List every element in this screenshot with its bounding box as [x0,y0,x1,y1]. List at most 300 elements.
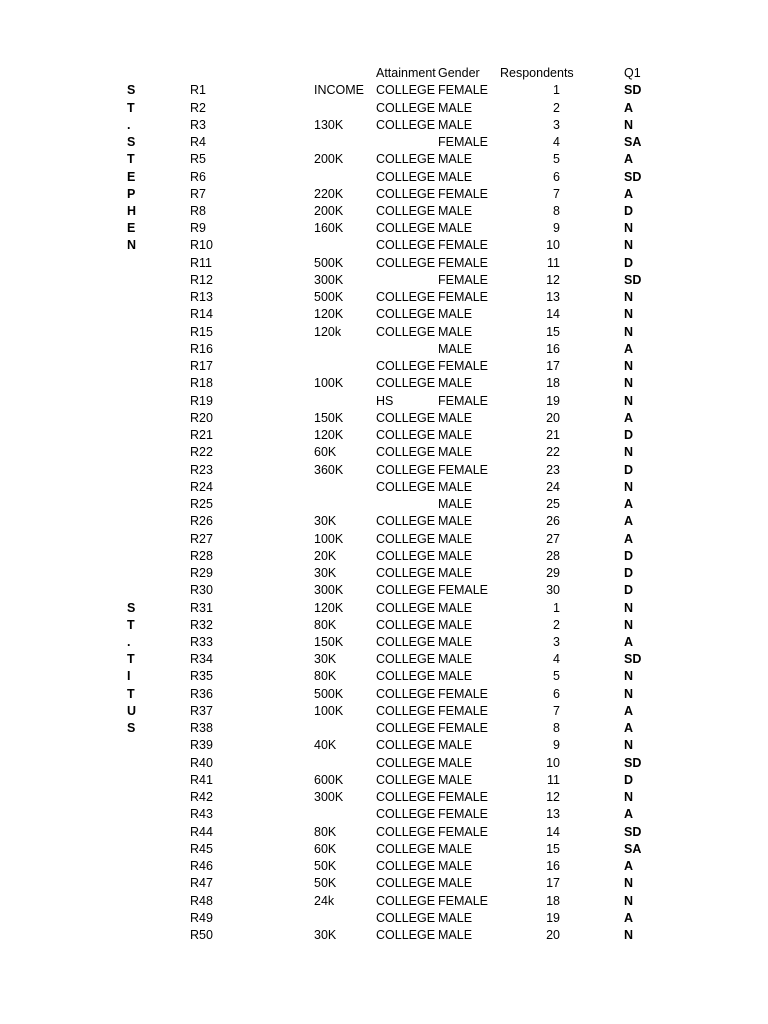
q1-cell[interactable]: D [624,428,634,443]
q1-cell[interactable]: D [624,462,634,477]
row-id-cell[interactable]: R16 [190,341,213,356]
gender-cell[interactable]: MALE [438,497,473,512]
q1-cell[interactable]: A [624,152,634,167]
gender-cell[interactable]: MALE [438,652,473,667]
respondent-cell[interactable]: 2 [553,100,560,115]
respondent-cell[interactable]: 20 [546,928,560,943]
respondent-cell[interactable]: 14 [546,307,560,322]
row-id-cell[interactable]: R11 [190,255,213,270]
respondent-cell[interactable]: 19 [546,393,560,408]
attainment-cell[interactable]: COLLEGE [376,117,436,132]
q1-cell[interactable]: N [624,238,634,253]
row-id-cell[interactable]: R19 [190,393,213,408]
income-cell[interactable]: 50K [314,859,337,874]
q1-cell[interactable]: N [624,307,634,322]
attainment-cell[interactable]: COLLEGE [376,583,436,598]
income-cell[interactable]: 30K [314,566,337,581]
income-cell[interactable]: 80K [314,617,337,632]
gender-cell[interactable]: MALE [438,910,473,925]
q1-cell[interactable]: N [624,600,634,615]
respondent-cell[interactable]: 23 [546,462,560,477]
respondent-cell[interactable]: 8 [553,203,560,218]
q1-cell[interactable]: N [624,669,634,684]
row-id-cell[interactable]: R36 [190,686,213,701]
header-attainment[interactable]: Attainment [376,66,436,80]
row-id-cell[interactable]: R50 [190,928,213,943]
income-cell[interactable]: 200K [314,152,344,167]
row-id-cell[interactable]: R34 [190,652,213,667]
row-id-cell[interactable]: R1 [190,83,206,98]
income-cell[interactable]: 200K [314,203,344,218]
respondent-cell[interactable]: 18 [546,376,560,391]
q1-cell[interactable]: N [624,221,634,236]
q1-cell[interactable]: N [624,376,634,391]
respondent-cell[interactable]: 11 [547,772,560,787]
school-letter-cell[interactable]: S [127,721,136,736]
attainment-cell[interactable]: COLLEGE [376,548,436,563]
income-cell[interactable]: 30K [314,652,337,667]
gender-cell[interactable]: MALE [438,100,473,115]
row-id-cell[interactable]: R13 [190,290,213,305]
income-cell[interactable]: 60K [314,841,337,856]
respondent-cell[interactable]: 6 [553,686,560,701]
attainment-cell[interactable]: COLLEGE [376,841,436,856]
row-id-cell[interactable]: R30 [190,583,213,598]
row-id-cell[interactable]: R8 [190,203,206,218]
respondent-cell[interactable]: 25 [546,497,560,512]
gender-cell[interactable]: MALE [438,634,473,649]
attainment-cell[interactable]: COLLEGE [376,600,436,615]
row-id-cell[interactable]: R20 [190,410,213,425]
attainment-cell[interactable]: COLLEGE [376,238,436,253]
gender-cell[interactable]: FEMALE [438,359,489,374]
gender-cell[interactable]: FEMALE [438,135,489,150]
q1-cell[interactable]: D [624,772,634,787]
gender-cell[interactable]: FEMALE [438,186,489,201]
respondent-cell[interactable]: 19 [546,910,560,925]
row-id-cell[interactable]: R18 [190,376,213,391]
q1-cell[interactable]: D [624,255,634,270]
income-cell[interactable]: 24k [314,893,335,908]
attainment-cell[interactable]: HS [376,393,394,408]
attainment-cell[interactable]: COLLEGE [376,703,436,718]
gender-cell[interactable]: MALE [438,617,473,632]
attainment-cell[interactable]: COLLEGE [376,376,436,391]
income-cell[interactable]: 120K [314,428,344,443]
attainment-cell[interactable]: COLLEGE [376,307,436,322]
respondent-cell[interactable]: 13 [546,807,560,822]
attainment-cell[interactable]: COLLEGE [376,566,436,581]
attainment-cell[interactable]: COLLEGE [376,359,436,374]
school-letter-cell[interactable]: E [127,221,136,236]
school-letter-cell[interactable]: T [127,652,135,667]
gender-cell[interactable]: MALE [438,410,473,425]
row-id-cell[interactable]: R49 [190,910,213,925]
gender-cell[interactable]: MALE [438,169,473,184]
respondent-cell[interactable]: 12 [546,272,560,287]
attainment-cell[interactable]: COLLEGE [376,669,436,684]
gender-cell[interactable]: FEMALE [438,686,489,701]
respondent-cell[interactable]: 7 [553,703,560,718]
income-cell[interactable]: 20K [314,548,337,563]
gender-cell[interactable]: MALE [438,928,473,943]
gender-cell[interactable]: MALE [438,566,473,581]
income-cell[interactable]: 600K [314,772,344,787]
header-q1[interactable]: Q1 [624,66,641,80]
row-id-cell[interactable]: R14 [190,307,213,322]
income-cell[interactable]: 500K [314,686,344,701]
row-id-cell[interactable]: R25 [190,497,213,512]
row-id-cell[interactable]: R43 [190,807,213,822]
gender-cell[interactable]: MALE [438,772,473,787]
school-letter-cell[interactable]: . [127,117,131,132]
q1-cell[interactable]: N [624,117,634,132]
income-cell[interactable]: 60K [314,445,337,460]
row-id-cell[interactable]: R5 [190,152,206,167]
row-id-cell[interactable]: R10 [190,238,213,253]
q1-cell[interactable]: N [624,324,634,339]
respondent-cell[interactable]: 10 [546,238,560,253]
school-letter-cell[interactable]: T [127,100,135,115]
gender-cell[interactable]: MALE [438,221,473,236]
respondent-cell[interactable]: 27 [546,531,560,546]
income-cell[interactable]: 150K [314,410,344,425]
q1-cell[interactable]: N [624,290,634,305]
header-respondents[interactable]: Respondents [500,66,574,80]
respondent-cell[interactable]: 29 [546,566,560,581]
gender-cell[interactable]: MALE [438,307,473,322]
row-id-cell[interactable]: R48 [190,893,213,908]
gender-cell[interactable]: MALE [438,203,473,218]
attainment-cell[interactable]: COLLEGE [376,531,436,546]
q1-cell[interactable]: A [624,514,634,529]
respondent-cell[interactable]: 4 [553,652,560,667]
row-id-cell[interactable]: R39 [190,738,213,753]
attainment-cell[interactable]: COLLEGE [376,428,436,443]
q1-cell[interactable]: SD [624,824,642,839]
gender-cell[interactable]: FEMALE [438,83,489,98]
gender-cell[interactable]: MALE [438,428,473,443]
school-letter-cell[interactable]: I [127,669,131,684]
respondent-cell[interactable]: 17 [546,359,560,374]
respondent-cell[interactable]: 3 [553,117,560,132]
row-id-cell[interactable]: R44 [190,824,213,839]
income-cell[interactable]: 40K [314,738,337,753]
attainment-cell[interactable]: COLLEGE [376,255,436,270]
row-id-cell[interactable]: R41 [190,772,213,787]
respondent-cell[interactable]: 18 [546,893,560,908]
gender-cell[interactable]: FEMALE [438,393,489,408]
attainment-cell[interactable]: COLLEGE [376,721,436,736]
respondent-cell[interactable]: 20 [546,410,560,425]
attainment-cell[interactable]: COLLEGE [376,410,436,425]
attainment-cell[interactable]: COLLEGE [376,324,436,339]
respondent-cell[interactable]: 13 [546,290,560,305]
income-cell[interactable]: 360K [314,462,344,477]
attainment-cell[interactable]: COLLEGE [376,755,436,770]
respondent-cell[interactable]: 11 [547,255,560,270]
gender-cell[interactable]: MALE [438,152,473,167]
respondent-cell[interactable]: 12 [546,790,560,805]
income-cell[interactable]: 30K [314,514,337,529]
row-id-cell[interactable]: R42 [190,790,213,805]
row-id-cell[interactable]: R47 [190,876,213,891]
gender-cell[interactable]: MALE [438,445,473,460]
income-cell[interactable]: 150K [314,634,344,649]
respondent-cell[interactable]: 16 [546,859,560,874]
respondent-cell[interactable]: 22 [546,445,560,460]
income-cell[interactable]: 500K [314,255,344,270]
q1-cell[interactable]: D [624,203,634,218]
income-cell[interactable]: 160K [314,221,344,236]
attainment-cell[interactable]: COLLEGE [376,290,436,305]
income-cell[interactable]: 80K [314,824,337,839]
q1-cell[interactable]: N [624,445,634,460]
income-cell[interactable]: 300K [314,583,344,598]
gender-cell[interactable]: MALE [438,755,473,770]
respondent-cell[interactable]: 2 [553,617,560,632]
income-cell[interactable]: 300K [314,272,344,287]
school-letter-cell[interactable]: T [127,686,135,701]
q1-cell[interactable]: A [624,634,634,649]
gender-cell[interactable]: FEMALE [438,807,489,822]
respondent-cell[interactable]: 16 [546,341,560,356]
q1-cell[interactable]: A [624,859,634,874]
school-letter-cell[interactable]: T [127,152,135,167]
school-letter-cell[interactable]: S [127,600,136,615]
attainment-cell[interactable]: COLLEGE [376,738,436,753]
gender-cell[interactable]: MALE [438,341,473,356]
row-id-cell[interactable]: R35 [190,669,213,684]
income-cell[interactable]: 220K [314,186,344,201]
attainment-cell[interactable]: COLLEGE [376,152,436,167]
q1-cell[interactable]: N [624,479,634,494]
row-id-cell[interactable]: R12 [190,272,213,287]
row-id-cell[interactable]: R27 [190,531,213,546]
q1-cell[interactable]: SD [624,652,642,667]
attainment-cell[interactable]: COLLEGE [376,910,436,925]
attainment-cell[interactable]: COLLEGE [376,807,436,822]
attainment-cell[interactable]: COLLEGE [376,928,436,943]
respondent-cell[interactable]: 9 [553,221,560,236]
respondent-cell[interactable]: 26 [546,514,560,529]
income-cell[interactable]: 120k [314,324,342,339]
income-cell[interactable]: 100K [314,531,344,546]
gender-cell[interactable]: MALE [438,738,473,753]
gender-cell[interactable]: MALE [438,859,473,874]
attainment-cell[interactable]: COLLEGE [376,462,436,477]
school-letter-cell[interactable]: E [127,169,136,184]
q1-cell[interactable]: N [624,359,634,374]
row-id-cell[interactable]: R29 [190,566,213,581]
income-cell[interactable]: 50K [314,876,337,891]
respondent-cell[interactable]: 21 [546,428,560,443]
respondent-cell[interactable]: 14 [546,824,560,839]
row-id-cell[interactable]: R26 [190,514,213,529]
gender-cell[interactable]: MALE [438,479,473,494]
q1-cell[interactable]: N [624,393,634,408]
gender-cell[interactable]: FEMALE [438,272,489,287]
q1-cell[interactable]: A [624,100,634,115]
attainment-cell[interactable]: COLLEGE [376,514,436,529]
school-letter-cell[interactable]: S [127,135,136,150]
respondent-cell[interactable]: 1 [553,600,560,615]
q1-cell[interactable]: D [624,566,634,581]
attainment-cell[interactable]: COLLEGE [376,824,436,839]
respondent-cell[interactable]: 4 [553,135,560,150]
header-gender[interactable]: Gender [438,66,480,80]
respondent-cell[interactable]: 30 [546,583,560,598]
q1-cell[interactable]: D [624,583,634,598]
attainment-cell[interactable]: COLLEGE [376,686,436,701]
row-id-cell[interactable]: R21 [190,428,213,443]
q1-cell[interactable]: N [624,893,634,908]
respondent-cell[interactable]: 28 [546,548,560,563]
q1-cell[interactable]: N [624,928,634,943]
row-id-cell[interactable]: R15 [190,324,213,339]
q1-cell[interactable]: N [624,738,634,753]
respondent-cell[interactable]: 6 [553,169,560,184]
row-id-cell[interactable]: R3 [190,117,206,132]
attainment-cell[interactable]: COLLEGE [376,790,436,805]
row-id-cell[interactable]: R38 [190,721,213,736]
row-id-cell[interactable]: R22 [190,445,213,460]
gender-cell[interactable]: FEMALE [438,583,489,598]
respondent-cell[interactable]: 15 [546,324,560,339]
gender-cell[interactable]: MALE [438,600,473,615]
q1-cell[interactable]: SD [624,83,642,98]
gender-cell[interactable]: MALE [438,117,473,132]
q1-cell[interactable]: A [624,410,634,425]
gender-cell[interactable]: FEMALE [438,893,489,908]
attainment-cell[interactable]: COLLEGE [376,83,436,98]
respondent-cell[interactable]: 10 [546,755,560,770]
q1-cell[interactable]: SD [624,755,642,770]
q1-cell[interactable]: A [624,531,634,546]
respondent-cell[interactable]: 1 [553,83,560,98]
school-letter-cell[interactable]: T [127,617,135,632]
income-cell[interactable]: 80K [314,669,337,684]
q1-cell[interactable]: A [624,703,634,718]
gender-cell[interactable]: FEMALE [438,238,489,253]
q1-cell[interactable]: N [624,876,634,891]
school-letter-cell[interactable]: . [127,634,131,649]
q1-cell[interactable]: N [624,686,634,701]
row-id-cell[interactable]: R46 [190,859,213,874]
respondent-cell[interactable]: 24 [546,479,560,494]
income-cell[interactable]: 100K [314,376,344,391]
gender-cell[interactable]: FEMALE [438,721,489,736]
income-cell[interactable]: 30K [314,928,337,943]
respondent-cell[interactable]: 8 [553,721,560,736]
gender-cell[interactable]: FEMALE [438,290,489,305]
row-id-cell[interactable]: R17 [190,359,213,374]
q1-cell[interactable]: N [624,790,634,805]
q1-cell[interactable]: SD [624,272,642,287]
row-id-cell[interactable]: R37 [190,703,213,718]
row-id-cell[interactable]: R28 [190,548,213,563]
attainment-cell[interactable]: COLLEGE [376,203,436,218]
row-id-cell[interactable]: R32 [190,617,213,632]
respondent-cell[interactable]: 7 [553,186,560,201]
gender-cell[interactable]: MALE [438,531,473,546]
income-cell[interactable]: 100K [314,703,344,718]
respondent-cell[interactable]: 5 [553,152,560,167]
row-id-cell[interactable]: R4 [190,135,206,150]
gender-cell[interactable]: MALE [438,548,473,563]
attainment-cell[interactable]: COLLEGE [376,186,436,201]
q1-cell[interactable]: A [624,341,634,356]
row-id-cell[interactable]: R33 [190,634,213,649]
attainment-cell[interactable]: COLLEGE [376,893,436,908]
q1-cell[interactable]: A [624,721,634,736]
q1-cell[interactable]: A [624,807,634,822]
respondent-cell[interactable]: 3 [553,634,560,649]
gender-cell[interactable]: FEMALE [438,255,489,270]
q1-cell[interactable]: D [624,548,634,563]
gender-cell[interactable]: FEMALE [438,462,489,477]
row-id-cell[interactable]: R9 [190,221,206,236]
gender-cell[interactable]: FEMALE [438,790,489,805]
school-letter-cell[interactable]: P [127,186,136,201]
attainment-cell[interactable]: COLLEGE [376,221,436,236]
q1-cell[interactable]: SD [624,169,642,184]
respondent-cell[interactable]: 5 [553,669,560,684]
gender-cell[interactable]: MALE [438,876,473,891]
gender-cell[interactable]: FEMALE [438,824,489,839]
income-cell[interactable]: 120K [314,307,344,322]
q1-cell[interactable]: A [624,910,634,925]
row-id-cell[interactable]: R31 [190,600,213,615]
attainment-cell[interactable]: COLLEGE [376,859,436,874]
row-id-cell[interactable]: R7 [190,186,206,201]
attainment-cell[interactable]: COLLEGE [376,479,436,494]
income-cell[interactable]: 120K [314,600,344,615]
attainment-cell[interactable]: COLLEGE [376,652,436,667]
gender-cell[interactable]: MALE [438,324,473,339]
row-id-cell[interactable]: R40 [190,755,213,770]
attainment-cell[interactable]: COLLEGE [376,100,436,115]
q1-cell[interactable]: SA [624,135,642,150]
row-id-cell[interactable]: R2 [190,100,206,115]
income-cell[interactable]: 130K [314,117,344,132]
row-id-cell[interactable]: R23 [190,462,213,477]
row-id-cell[interactable]: R45 [190,841,213,856]
income-cell[interactable]: 500K [314,290,344,305]
attainment-cell[interactable]: COLLEGE [376,772,436,787]
school-letter-cell[interactable]: N [127,238,137,253]
school-letter-cell[interactable]: U [127,703,137,718]
school-letter-cell[interactable]: H [127,203,137,218]
income-cell[interactable]: 300K [314,790,344,805]
q1-cell[interactable]: N [624,617,634,632]
q1-cell[interactable]: SA [624,841,642,856]
gender-cell[interactable]: FEMALE [438,703,489,718]
respondent-cell[interactable]: 17 [546,876,560,891]
attainment-cell[interactable]: COLLEGE [376,445,436,460]
row-id-cell[interactable]: R6 [190,169,206,184]
row-id-cell[interactable]: R24 [190,479,213,494]
q1-cell[interactable]: A [624,186,634,201]
respondent-cell[interactable]: 15 [546,841,560,856]
gender-cell[interactable]: MALE [438,841,473,856]
gender-cell[interactable]: MALE [438,514,473,529]
attainment-cell[interactable]: COLLEGE [376,634,436,649]
gender-cell[interactable]: MALE [438,669,473,684]
attainment-cell[interactable]: COLLEGE [376,617,436,632]
school-letter-cell[interactable]: S [127,83,136,98]
respondent-cell[interactable]: 9 [553,738,560,753]
